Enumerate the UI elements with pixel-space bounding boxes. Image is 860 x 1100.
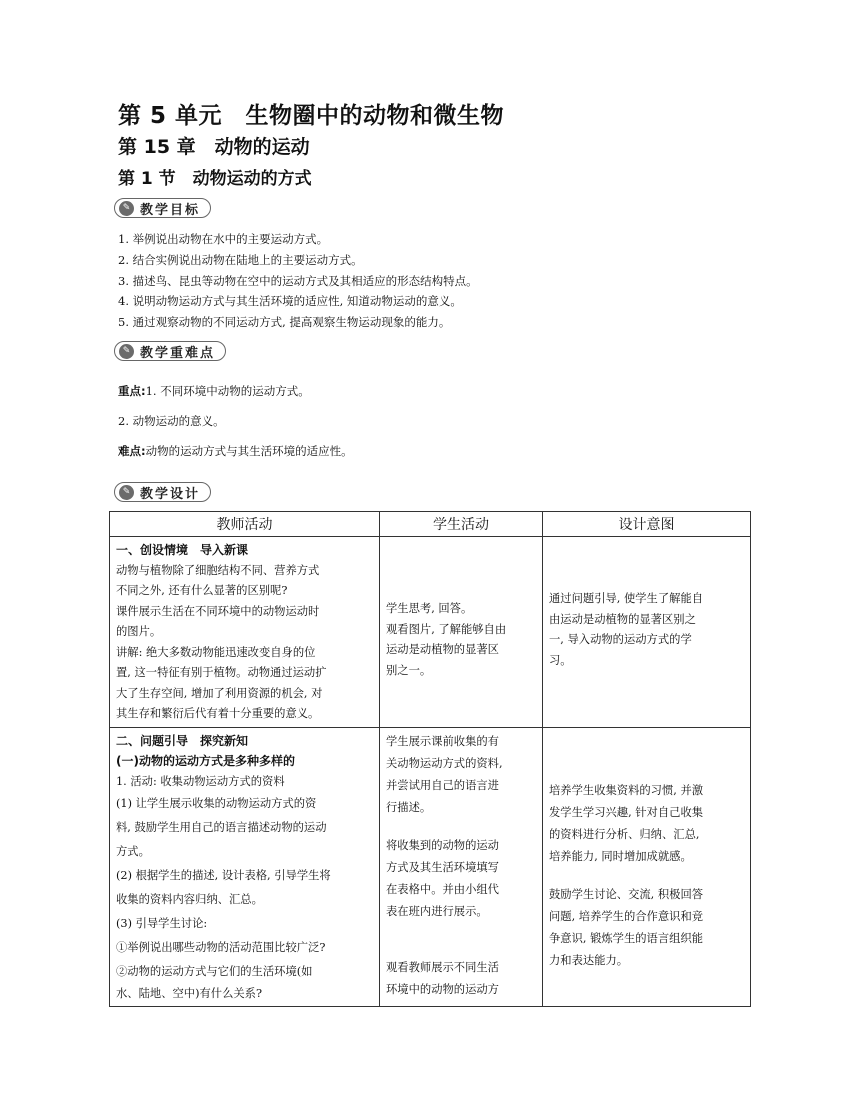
goal-item: 5. 通过观察动物的不同运动方式, 提高观察生物运动现象的能力。 <box>118 315 451 330</box>
key-label: 重点: <box>118 384 146 398</box>
teaching-design-table <box>109 511 751 1007</box>
goals-badge-label: 教学目标 <box>140 202 201 218</box>
book-icon: ✎ <box>119 201 134 216</box>
header-student: 学生活动 <box>380 512 543 537</box>
table-row <box>110 727 751 1007</box>
chapter-title: 第 15 章 动物的运动 <box>118 136 310 158</box>
header-intent: 设计意图 <box>543 512 751 537</box>
goals-badge <box>114 198 211 218</box>
difficult-label: 难点: <box>118 444 146 458</box>
table-row <box>110 537 751 728</box>
goal-item: 4. 说明动物运动方式与其生活环境的适应性, 知道动物运动的意义。 <box>118 294 462 309</box>
difficult-point: 难点:动物的运动方式与其生活环境的适应性。 <box>118 444 353 458</box>
teacher-cell: 一、创设情境 导入新课 动物与植物除了细胞结构不同、营养方式 不同之外, 还有什么显著的区别呢? 课件展示生活在不同环境中的动物运动时 的图片。 讲解: 绝大多数动物能迅速改变自身的位 置, 这一特征有别于植物。动物通过运动扩 大了生存空间, 增加了利用资源的机会, 对 其生存和繁衍后代有着十分重要的意义。 <box>110 537 380 728</box>
stage-subtitle: (一)动物的运动方式是多种多样的 <box>116 754 295 769</box>
goal-item: 1. 举例说出动物在水中的主要运动方式。 <box>118 232 329 246</box>
goal-item: 2. 结合实例说出动物在陆地上的主要运动方式。 <box>118 252 363 267</box>
goals-list <box>118 229 478 333</box>
section-title: 第 1 节 动物运动的方式 <box>118 169 312 189</box>
goal-item: 3. 描述鸟、昆虫等动物在空中的运动方式及其相适应的形态结构特点。 <box>118 273 478 288</box>
stage-title: 一、创设情境 导入新课 <box>116 543 249 557</box>
student-cell: 学生展示课前收集的有 关动物运动方式的资料, 并尝试用自己的语言进 行描述。 将收集到的动物的运动 方式及其生活环境填写 在表格中。并由小组代 表在班内进行展示。 观看教师展示不同生活 环境中的动物的运动方 <box>380 727 543 1007</box>
unit-title: 第 5 单元 生物圈中的动物和微生物 <box>118 103 505 129</box>
stage-title: 二、问题引导 探究新知 <box>116 733 249 748</box>
key-points-badge-label: 教学重难点 <box>140 345 216 361</box>
teacher-cell: 二、问题引导 探究新知 (一)动物的运动方式是多种多样的 1. 活动: 收集动物运动方式的资料 (1) 让学生展示收集的动物运动方式的资 料, 鼓励学生用自己的语言描述动物的运动 方式。 (2) 根据学生的描述, 设计表格, 引导学生将 收集的资料内容归纳、汇总。 (3) 引导学生讨论: ①举例说出哪些动物的活动范围比较广泛? ②动物的运动方式与它们的生活环境(如 水、陆地、空中)有什么关系? <box>110 727 380 1007</box>
intent-cell: 培养学生收集资料的习惯, 并激 发学生学习兴趣, 针对自己收集 的资料进行分析、归纳、汇总, 培养能力, 同时增加成就感。 鼓励学生讨论、交流, 积极回答 问题, 培养学生的合作意识和竞 争意识, 锻炼学生的语言组织能 力和表达能力。 <box>543 727 751 1007</box>
design-badge <box>114 482 211 502</box>
design-badge-label: 教学设计 <box>140 486 201 502</box>
header-teacher: 教师活动 <box>110 512 380 537</box>
key-point-1: 重点:1. 不同环境中动物的运动方式。 <box>118 384 310 398</box>
key-point-2: 2. 动物运动的意义。 <box>118 414 225 428</box>
table-header-row <box>110 512 751 537</box>
key-points-badge <box>114 341 226 361</box>
student-cell: 学生思考, 回答。 观看图片, 了解能够自由 运动是动植物的显著区 别之一。 <box>380 537 543 728</box>
book-icon: ✎ <box>119 344 134 359</box>
intent-cell: 通过问题引导, 使学生了解能自 由运动是动植物的显著区别之 一, 导入动物的运动方式的学 习。 <box>543 537 751 728</box>
book-icon: ✎ <box>119 485 134 500</box>
